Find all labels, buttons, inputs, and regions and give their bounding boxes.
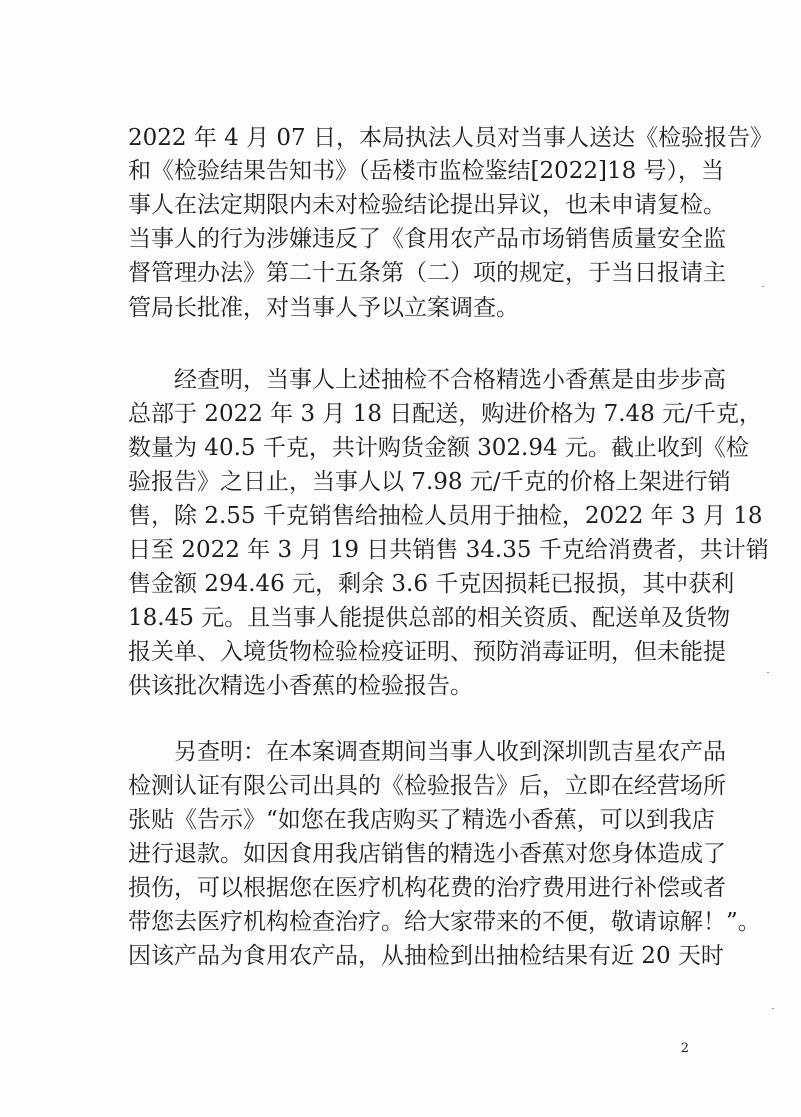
page-number: 2	[680, 1041, 689, 1056]
paragraph-1-line-2: 和《检验结果告知书》（岳楼市监检鉴结[2022]18 号），当	[128, 158, 725, 184]
scan-speck	[762, 286, 764, 287]
paragraph-3-line-1: 另查明：在本案调查期间当事人收到深圳凯吉星农产品	[174, 739, 726, 765]
paragraph-1-line-5: 督管理办法》第二十五条第（二）项的规定，于当日报请主	[128, 260, 726, 286]
paragraph-3-line-4: 进行退款。如因食用我店销售的精选小香蕉对您身体造成了	[128, 841, 726, 867]
paragraph-2-line-3: 数量为 40.5 千克，共计购货金额 302.94 元。截止收到《检	[128, 435, 749, 461]
paragraph-1-line-3: 事人在法定期限内未对检验结论提出异议，也未申请复检。	[128, 192, 726, 218]
scan-speck	[772, 1008, 774, 1009]
paragraph-3-line-7: 因该产品为食用农产品，从抽检到出抽检结果有近 20 天时	[128, 943, 724, 969]
paragraph-3-line-5: 损伤，可以根据您在医疗机构花费的治疗费用进行补偿或者	[128, 875, 726, 901]
paragraph-2-line-6: 日至 2022 年 3 月 19 日共销售 34.35 千克给消费者，共计销	[128, 537, 769, 563]
paragraph-2-line-7: 售金额 294.46 元，剩余 3.6 千克因损耗已报损，其中获利	[128, 571, 735, 597]
paragraph-2-line-1: 经查明，当事人上述抽检不合格精选小香蕉是由步步高	[174, 367, 726, 393]
paragraph-2-line-9: 报关单、入境货物检验检疫证明、预防消毒证明，但未能提	[128, 639, 726, 665]
paragraph-3-line-6: 带您去医疗机构检查治疗。给大家带来的不便，敬请谅解！”。	[128, 909, 761, 935]
paragraph-1-line-4: 当事人的行为涉嫌违反了《食用农产品市场销售质量安全监	[128, 226, 726, 252]
paragraph-1-line-6: 管局长批准，对当事人予以立案调查。	[128, 295, 519, 321]
paragraph-2-line-2: 总部于 2022 年 3 月 18 日配送，购进价格为 7.48 元/千克，	[128, 401, 762, 427]
scan-speck	[767, 672, 769, 673]
paragraph-2-line-4: 验报告》之日止，当事人以 7.98 元/千克的价格上架进行销	[128, 469, 731, 495]
paragraph-2-line-5: 售，除 2.55 千克销售给抽检人员用于抽检，2022 年 3 月 18	[128, 503, 763, 529]
paragraph-1-line-1: 2022 年 4 月 07 日，本局执法人员对当事人送达《检验报告》	[128, 125, 773, 151]
paragraph-3-line-3: 张贴《告示》“如您在我店购买了精选小香蕉，可以到我店	[128, 807, 715, 833]
paragraph-2-line-8: 18.45 元。且当事人能提供总部的相关资质、配送单及货物	[128, 605, 731, 631]
paragraph-2-line-10: 供该批次精选小香蕉的检验报告。	[128, 673, 473, 699]
paragraph-3-line-2: 检测认证有限公司出具的《检验报告》后，立即在经营场所	[128, 773, 726, 799]
